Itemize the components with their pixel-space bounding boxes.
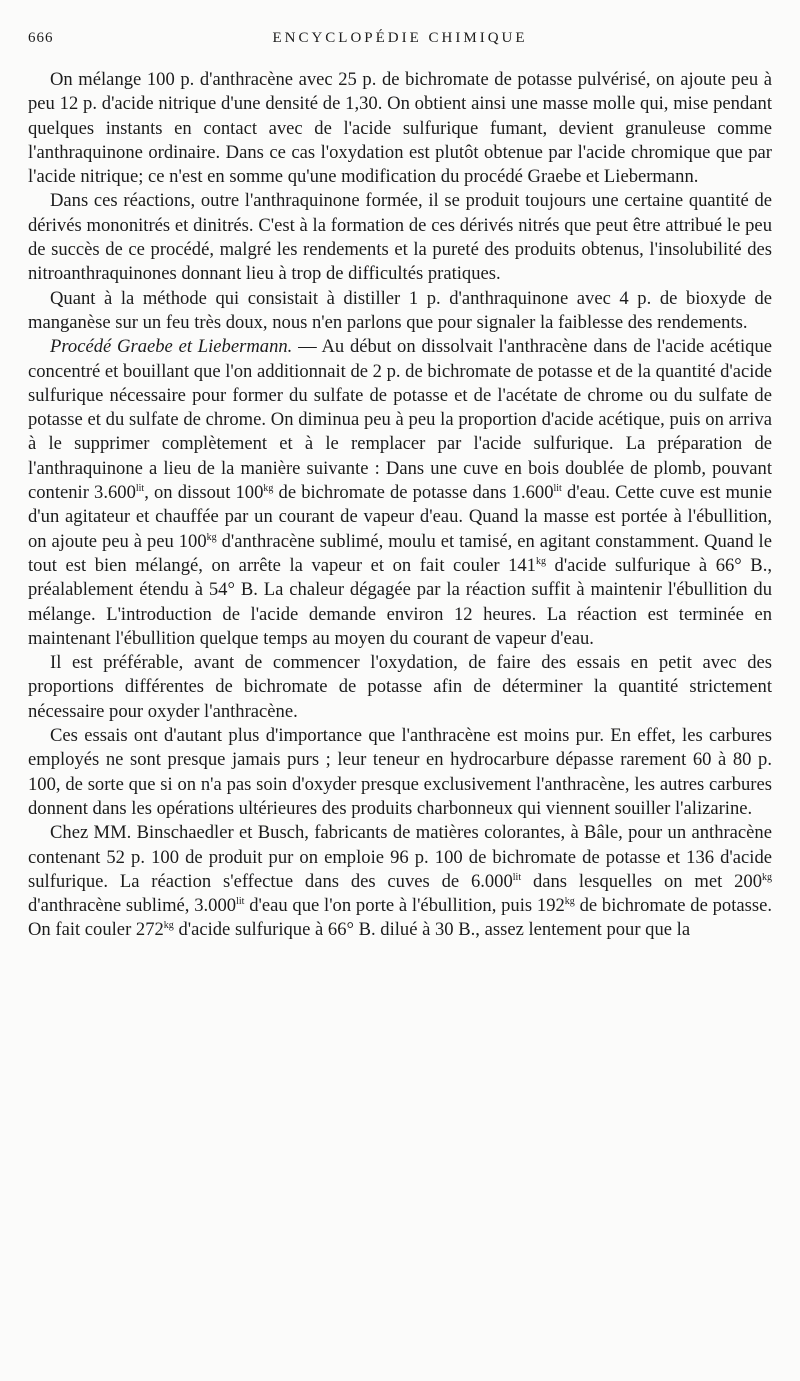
text-run: de bichromate de potasse dans 1.600: [273, 482, 554, 504]
paragraph: On mélange 100 p. d'anthracène avec 25 p. de bichromate de potasse pulvérisé, on ajoute peu à peu 12 p. d'acide nitrique d'une densité de 1,30. On obtient ainsi une masse molle qui, mise pendant quelques instants en contact avec de l'acide sulfurique fumant, devient granuleuse comme l'anthraquinone ordinaire. Dans ce cas l'oxydation est plutôt obtenue par l'acide chromique que par l'acide nitrique; ce n'est en somme qu'une modification du procédé Graebe et Liebermann.: [28, 69, 772, 188]
page-header: [28, 30, 772, 54]
text-run: d'acide sulfurique à 66° B. dilué à 30 B., assez lentement pour que la: [173, 919, 691, 941]
text-run: d'anthracène sublimé, 3.000: [28, 895, 237, 917]
paragraph: [28, 821, 772, 942]
text-run: , on dissout 100: [144, 482, 264, 504]
unit-superscript: lit: [553, 483, 562, 495]
text-run: d'eau que l'on porte à l'ébullition, puis 192: [244, 895, 565, 917]
unit-superscript: kg: [762, 871, 772, 883]
text-run: d'anthracène sublimé, moulu et tamisé, en agitant constamment. Quand le tout est bien mélangé, on arrête la vapeur et on fait couler 141: [28, 530, 772, 576]
running-title: ENCYCLOPÉDIE CHIMIQUE: [272, 30, 528, 46]
unit-superscript: lit: [135, 483, 145, 495]
text-run: — Au début on dissolvait l'anthracène dans de l'acide acétique concentré et bouillant que l'on additionnait de 2 p. de bichromate de potasse et de la quantité d'acide sulfurique nécessaire pour former du sulfate de potasse et de l'acétate de chrome ou du sulfate de potasse et du sulfate de chrome. On diminua peu à peu la proportion d'acide acétique, puis on arriva à le supprimer complètement et à le remplacer par l'acide sulfurique. La préparation de l'anthraquinone a lieu de la manière suivante : Dans une cuve en bois doublée de plomb, pouvant contenir 3.600: [28, 336, 772, 504]
page-number: 666: [28, 30, 54, 46]
unit-superscript: lit: [512, 871, 522, 883]
text-run: d'acide sulfurique à 66° B., préalablement étendu à 54° B. La chaleur dégagée par la réaction suffit à maintenir l'ébullition du mélange. L'introduction de l'acide demande environ 12 heures. La réaction est terminée en maintenant l'ébullition quelque temps au moyen du courant de vapeur d'eau.: [28, 554, 772, 649]
paragraph: Il est préférable, avant de commencer l'oxydation, de faire des essais en petit avec des proportions différentes de bichromate de potasse afin de déterminer la quantité strictement nécessaire pour oxyder l'anthracène.: [28, 652, 772, 722]
text-run: Chez MM. Binschaedler et Busch, fabricants de matières colorantes, à Bâle, pour un anthracène contenant 52 p. 100 de produit pur on emploie 96 p. 100 de bichromate de potasse et 136 d'acide sulfurique. La réaction s'effectue dans des cuves de 6.000: [28, 822, 772, 892]
text-run: dans lesquelles on met 200: [521, 870, 762, 892]
section-title: Procédé Graebe et Liebermann.: [50, 336, 293, 358]
unit-superscript: kg: [564, 896, 575, 908]
paragraph: Dans ces réactions, outre l'anthraquinone formée, il se produit toujours une certaine quantité de dérivés mononitrés et dinitrés. C'est à la formation de ces dérivés nitrés que peut être attribué le peu de succès de ce procédé, malgré les rendements et la pureté des produits obtenus, l'insolubilité des nitroanthraquinones donnant lieu à trop de difficultés pratiques.: [28, 190, 772, 285]
paragraph: Quant à la méthode qui consistait à distiller 1 p. d'anthraquinone avec 4 p. de bioxyde de manganèse sur un feu très doux, nous n'en parlons que pour signaler la faiblesse des rendements.: [28, 287, 772, 333]
unit-superscript: kg: [263, 483, 274, 495]
unit-superscript: lit: [236, 896, 245, 908]
paragraph: [28, 335, 772, 651]
text-run: d'eau. Cette cuve est munie d'un agitateur et chauffée par un courant de vapeur d'eau. Quand la masse est portée à l'ébullition, on ajoute peu à peu 100: [28, 482, 772, 552]
unit-superscript: kg: [206, 531, 217, 543]
body-text: [28, 68, 772, 943]
paragraph: Ces essais ont d'autant plus d'importance que l'anthracène est moins pur. En effet, les carbures employés ne sont presque jamais purs ; leur teneur en hydrocarbure dépasse rarement 60 à 80 p. 100, de sorte que si on n'a pas soin d'oxyder presque exclusivement l'anthracène, les autres carbures donnent dans les opérations ultérieures des produits charbonneux qui viennent souiller l'alizarine.: [28, 725, 772, 819]
text-run: de bichromate de potasse. On fait couler 272: [28, 895, 773, 941]
unit-superscript: kg: [163, 920, 174, 932]
unit-superscript: kg: [535, 555, 546, 567]
